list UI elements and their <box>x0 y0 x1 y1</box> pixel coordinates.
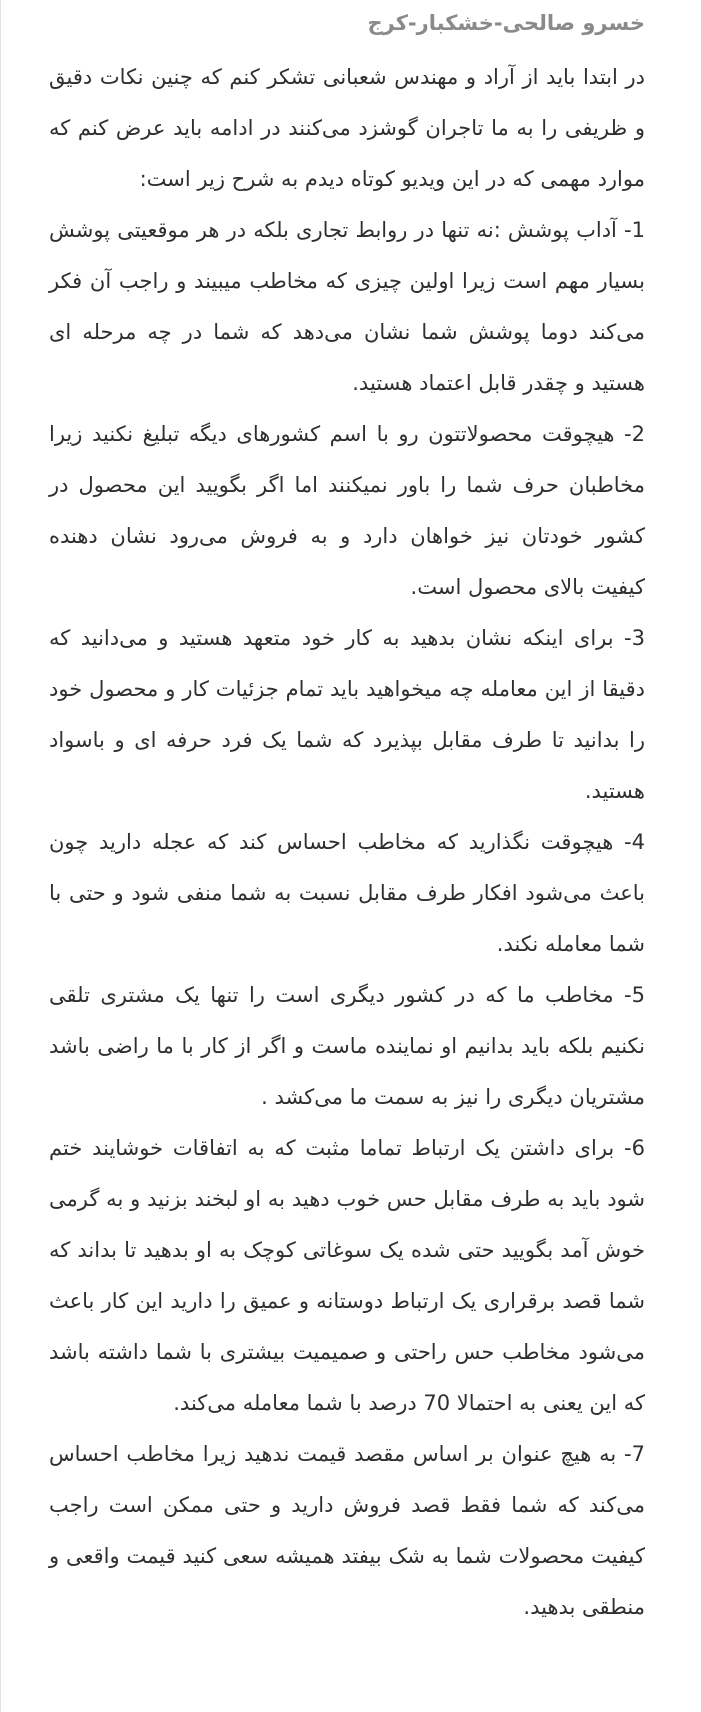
comment-paragraph-5: 5- مخاطب ما که در کشور دیگری است را تنها یک مشتری تلقی نکنیم بلکه باید بدانیم او نماینده ماست و اگر از کار با ما راضی باشد مشتریان دیگری را نیز به سمت ما می‌کشد . <box>49 983 645 1109</box>
comment-paragraph-intro: در ابتدا باید از آراد و مهندس شعبانی تشکر کنم که چنین نکات دقیق و ظریفی را به ما تاجران گوشزد می‌کنند در ادامه باید عرض کنم که موارد مهمی که در این ویدیو کوتاه دیدم به شرح زیر است: <box>49 65 645 191</box>
comment-paragraph-6: 6- برای داشتن یک ارتباط تماما مثبت که به اتفاقات خوشایند ختم شود باید به طرف مقابل حس خوب دهید به او لبخند بزنید و به گرمی خوش آمد بگویید حتی شده یک سوغاتی کوچک به او بدهید تا بداند که شما قصد برقراری یک ارتباط دوستانه و عمیق را دارید این کار باعث می‌شود مخاطب حس راحتی و صمیمیت بیشتری با شما داشته باشد که این یعنی به احتمالا 70 درصد با شما معامله می‌کند. <box>49 1136 645 1415</box>
comment-author: خسرو صالحی-خشکبار-کرج <box>367 11 645 35</box>
comment-paragraph-4: 4- هیچوقت نگذارید که مخاطب احساس کند که عجله دارید چون باعث می‌شود افکار طرف مقابل نسبت به شما منفی شود و حتی با شما معامله نکند. <box>49 830 645 956</box>
comment-paragraph-1: 1- آداب پوشش :نه تنها در روابط تجاری بلکه در هر موقعیتی پوشش بسیار مهم است زیرا اولین چیزی که مخاطب میبیند و راجب آن فکر می‌کند دوما پوشش شما نشان می‌دهد که شما در چه مرحله ای هستید و چقدر قابل اعتماد هستید. <box>49 218 645 395</box>
comment-paragraph-2: 2- هیچوقت محصولاتتون رو با اسم کشورهای دیگه تبلیغ نکنید زیرا مخاطبان حرف شما را باور نمیکنند اما اگر بگویید این محصول در کشور خودتان نیز خواهان دارد و به فروش می‌رود نشان دهنده کیفیت بالای محصول است. <box>49 422 645 599</box>
comment-body <box>49 52 645 1633</box>
comment-paragraph-3: 3- برای اینکه نشان بدهید به کار خود متعهد هستید و می‌دانید که دقیقا از این معامله چه میخواهید باید تمام جزئیات کار و محصول خود را بدانید تا طرف مقابل بپذیرد که شما یک فرد حرفه ای و باسواد هستید. <box>49 626 645 803</box>
comment-paragraph-7: 7- به هیچ عنوان بر اساس مقصد قیمت ندهید زیرا مخاطب احساس می‌کند که شما فقط قصد فروش دارید و حتی ممکن است راجب کیفیت محصولات شما به شک بیفتد همیشه سعی کنید قیمت واقعی و منطقی بدهید. <box>49 1442 645 1619</box>
